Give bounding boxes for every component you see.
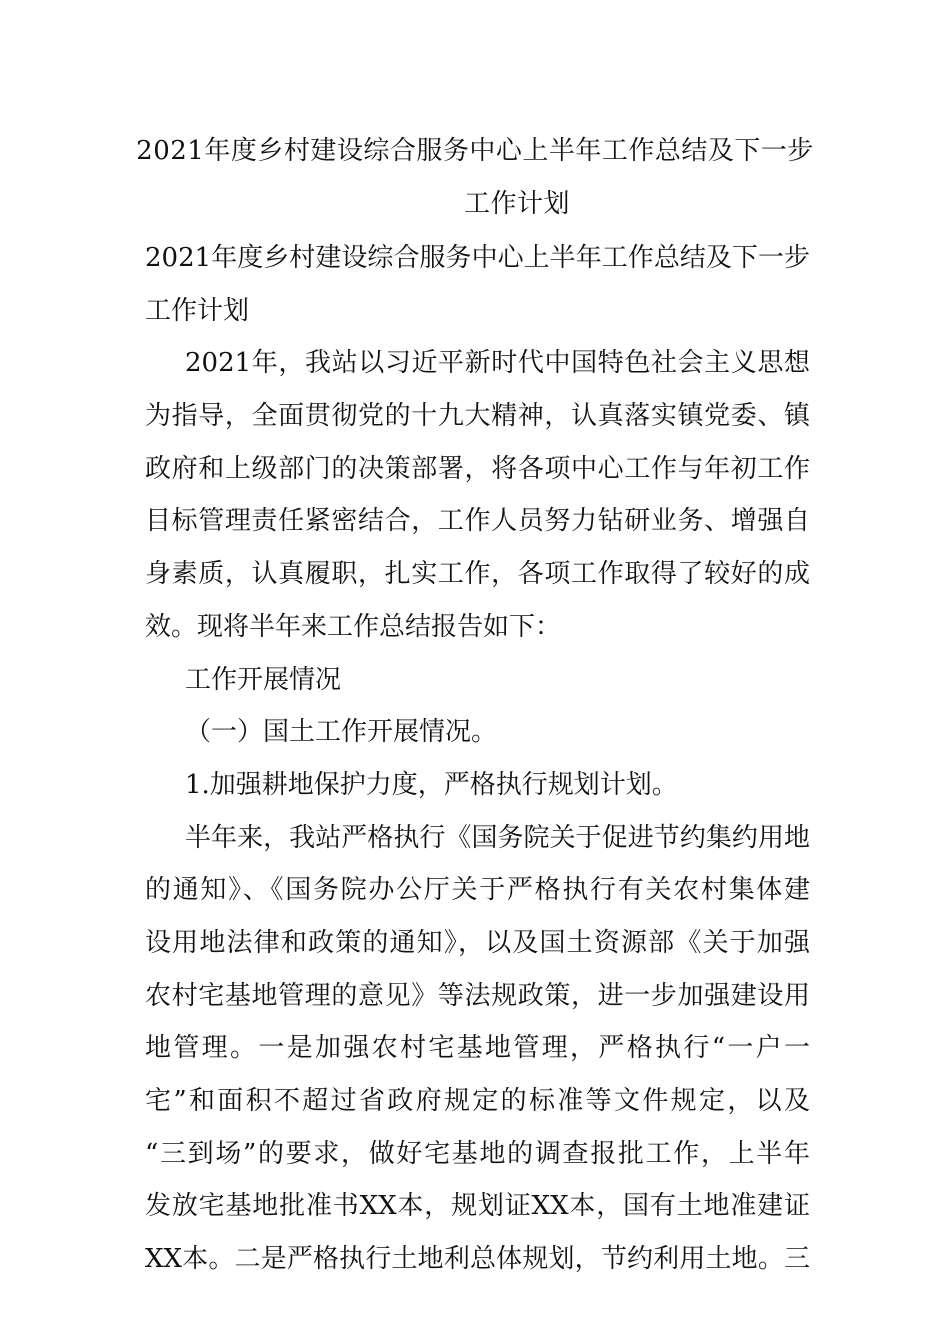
detail-line-5: 地管理。一是加强农村宅基地管理，严格执行“一户一 xyxy=(145,1033,810,1064)
heading-line-2: 工作计划 xyxy=(145,295,250,326)
title-line-2: 工作计划 xyxy=(463,188,570,219)
intro-line-4: 目标管理责任紧密结合，工作人员努力钻研业务、增强自 xyxy=(145,506,810,537)
detail-line-4: 农村宅基地管理的意见》等法规政策，进一步加强建设用 xyxy=(145,980,810,1011)
item-heading: 1.加强耕地保护力度，严格执行规划计划。 xyxy=(185,769,678,800)
intro-line-6: 效。现将半年来工作总结报告如下： xyxy=(145,611,562,642)
detail-line-3: 设用地法律和政策的通知》，以及国土资源部《关于加强 xyxy=(145,927,810,958)
subsection-heading: （一）国土工作开展情况。 xyxy=(185,717,498,748)
intro-line-5: 身素质，认真履职，扎实工作，各项工作取得了较好的成 xyxy=(145,559,810,590)
heading-line-1: 2021年度乡村建设综合服务中心上半年工作总结及下一步 xyxy=(145,243,810,273)
detail-line-9: XX本。二是严格执行土地利总体规划，节约利用土地。三 xyxy=(145,1244,810,1275)
section-heading: 工作开展情况 xyxy=(185,664,342,695)
intro-line-2: 为指导，全面贯彻党的十九大精神，认真落实镇党委、镇 xyxy=(145,401,810,432)
title-line-1: 2021年度乡村建设综合服务中心上半年工作总结及下一步 xyxy=(136,136,814,166)
detail-line-2: 的通知》、《国务院办公厅关于严格执行有关农村集体建 xyxy=(145,875,810,906)
document-title xyxy=(100,128,850,233)
document-body xyxy=(145,232,810,1286)
intro-line-3: 政府和上级部门的决策部署，将各项中心工作与年初工作 xyxy=(145,453,810,484)
detail-line-6: 宅”和面积不超过省政府规定的标准等文件规定，以及 xyxy=(145,1086,810,1116)
detail-line-8: 发放宅基地批准书XX本，规划证XX本，国有土地准建证 xyxy=(145,1191,810,1222)
detail-line-7: “三到场”的要求，做好宅基地的调查报批工作，上半年 xyxy=(145,1138,810,1169)
detail-line-1: 半年来，我站严格执行《国务院关于促进节约集约用地 xyxy=(185,822,810,853)
intro-line-1: 2021年，我站以习近平新时代中国特色社会主义思想 xyxy=(185,348,810,379)
